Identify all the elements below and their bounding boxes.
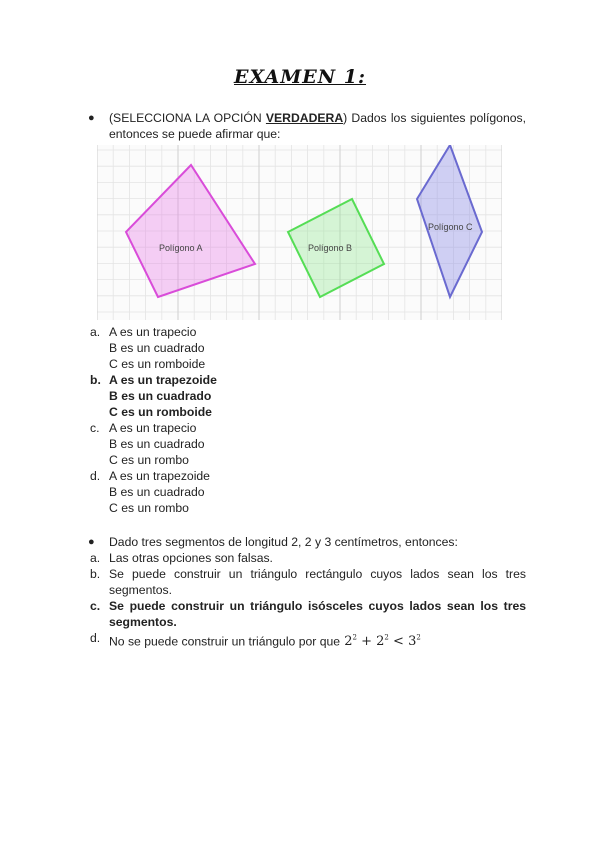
q1-option-a[interactable]: [90, 324, 526, 372]
question-1-options: [90, 324, 526, 516]
bullet-icon: ●: [88, 536, 95, 548]
math-base: 3: [408, 634, 417, 650]
option-line: A es un trapecio: [109, 421, 197, 435]
option-text: [109, 630, 526, 650]
question-1: [90, 110, 526, 142]
question-2: [90, 534, 526, 650]
bullet-icon: ●: [88, 112, 95, 124]
polygons-figure: [97, 145, 502, 320]
q1-option-b[interactable]: [90, 372, 526, 420]
option-letter: b.: [90, 373, 101, 387]
option-letter: d.: [90, 469, 101, 483]
math-base: 2: [376, 634, 385, 650]
option-line: A es un trapezoide: [109, 469, 210, 483]
option-line: B es un cuadrado: [109, 341, 205, 355]
math-op: +: [361, 634, 372, 650]
math-op: <: [393, 634, 404, 650]
label-polygon-b: Polígono B: [308, 243, 353, 253]
q1-prefix: (SELECCIONA LA OPCIÓN: [109, 111, 266, 125]
option-line: A es un trapezoide: [109, 373, 217, 387]
option-line: B es un cuadrado: [109, 485, 205, 499]
label-polygon-a: Polígono A: [159, 243, 203, 253]
q1-option-c[interactable]: [90, 420, 526, 468]
option-line: B es un cuadrado: [109, 389, 212, 403]
math-exp: 2: [352, 634, 357, 642]
option-letter: a.: [90, 325, 101, 339]
option-text: Se puede construir un triángulo rectángulo cuyos lados sean los tres segmentos.: [109, 567, 526, 597]
q1-emphasis: VERDADERA: [265, 111, 344, 125]
option-text-span: No se puede construir un triángulo por que: [109, 634, 341, 649]
option-text: Se puede construir un triángulo isósceles cuyos lados sean los tres segmentos.: [109, 599, 526, 629]
label-polygon-c: Polígono C: [428, 222, 473, 232]
math-exp: 2: [416, 634, 421, 642]
question-2-text: Dado tres segmentos de longitud 2, 2 y 3 centímetros, entonces:: [109, 535, 458, 549]
math-base: 2: [344, 634, 353, 650]
option-line: C es un romboide: [109, 357, 206, 371]
option-line: A es un trapecio: [109, 325, 197, 339]
inequality-math: [340, 634, 421, 649]
q2-option-b[interactable]: [90, 566, 526, 598]
math-exp: 2: [384, 634, 389, 642]
q2-option-a[interactable]: [90, 550, 526, 566]
q1-option-d[interactable]: [90, 468, 526, 516]
option-letter: b.: [90, 567, 101, 581]
option-line: C es un rombo: [109, 453, 189, 467]
q1-suffix: ) Dados los siguientes polígonos, entonces se puede afirmar que:: [109, 111, 526, 141]
option-text: Las otras opciones son falsas.: [109, 551, 273, 565]
option-letter: c.: [90, 421, 100, 435]
option-line: C es un romboide: [109, 405, 212, 419]
option-letter: d.: [90, 631, 101, 645]
exam-title: EXAMEN 1:: [233, 66, 367, 88]
q2-option-c[interactable]: [90, 598, 526, 630]
option-line: B es un cuadrado: [109, 437, 205, 451]
q2-option-d[interactable]: [90, 630, 526, 650]
question-1-text: [109, 110, 526, 142]
option-line: C es un rombo: [109, 501, 189, 515]
option-letter: a.: [90, 551, 101, 565]
option-letter: c.: [90, 599, 101, 613]
